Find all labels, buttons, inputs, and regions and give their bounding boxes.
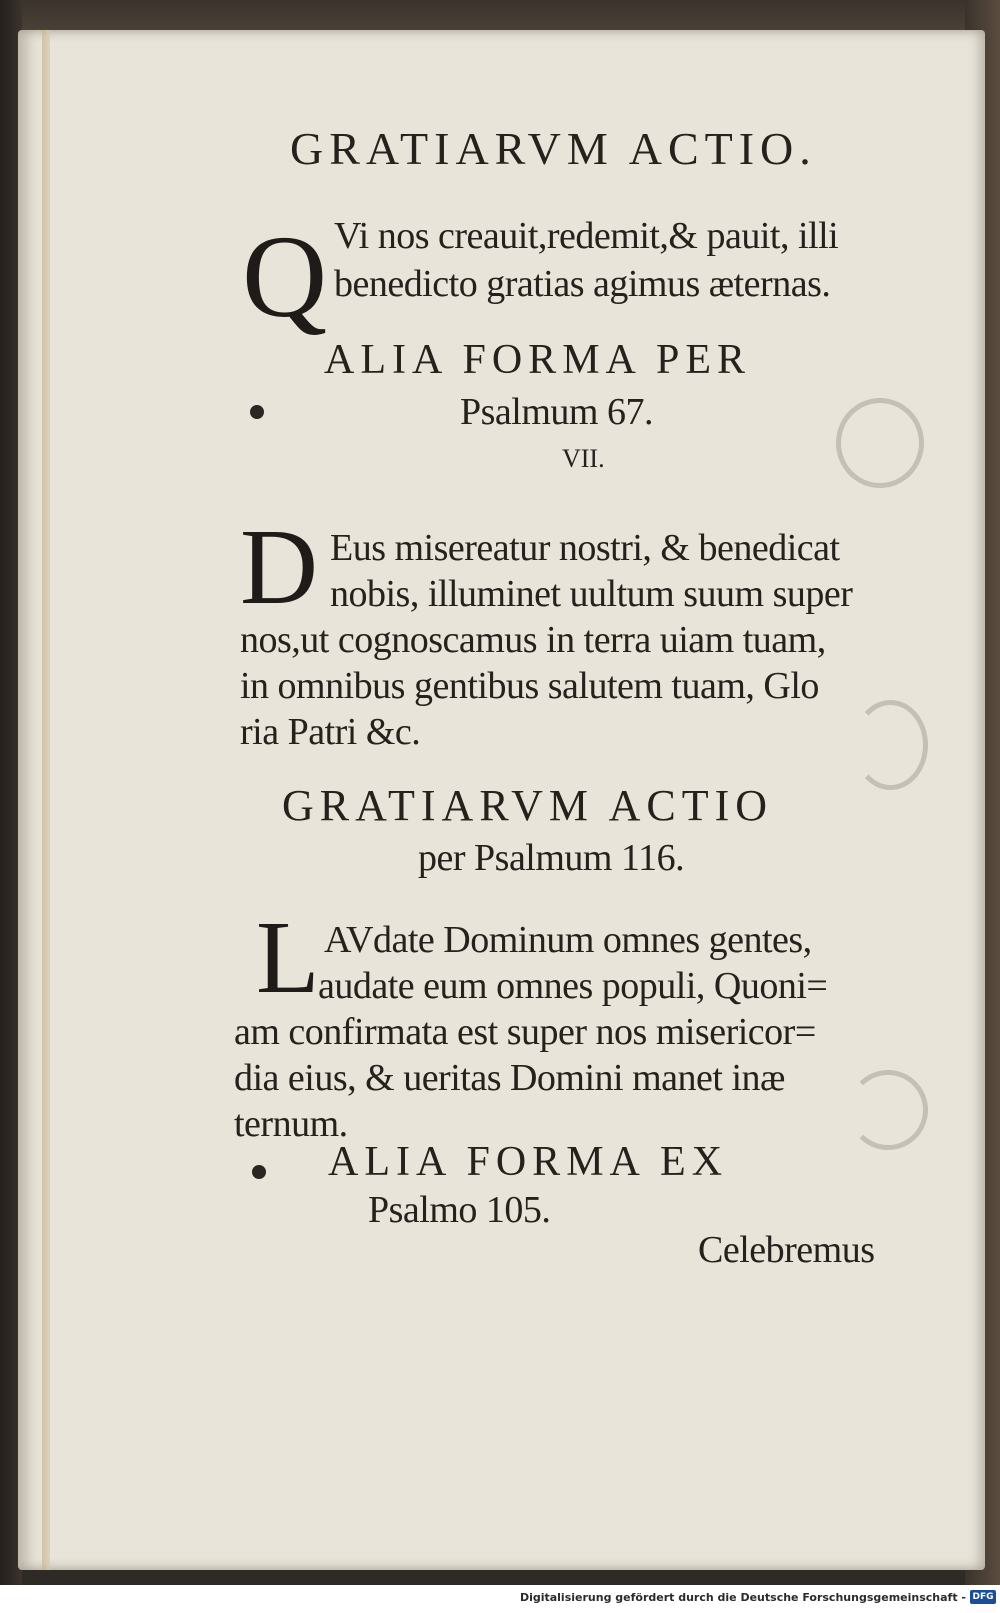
paragraph-2-line-3: nos,ut cognoscamus in terra uiam tuam, <box>240 619 826 661</box>
page-gutter <box>42 30 50 1570</box>
heading-alia-forma-ex: ALIA FORMA EX <box>328 1139 729 1185</box>
initial-letter-q: Q <box>242 211 328 342</box>
heading-alia-forma-per: ALIA FORMA PER <box>324 337 752 383</box>
paragraph-3-line-4: dia eius, & ueritas Domini manet inæ <box>234 1057 785 1099</box>
paragraph-1-line-1: Vi nos creauit,redemit,& pauit, illi <box>334 215 839 257</box>
catchword: Celebremus <box>698 1229 875 1271</box>
paragraph-3-line-5: ternum. <box>234 1103 348 1145</box>
show-through-letter <box>848 1070 928 1150</box>
heading-psalmum-67: Psalmum 67. <box>460 391 653 433</box>
initial-letter-l: L <box>256 900 320 1015</box>
paragraph-3-line-3: am confirmata est super nos misericor= <box>234 1011 816 1053</box>
heading-gratiarum-actio-2: GRATIARVM ACTIO <box>282 781 774 830</box>
dfg-logo: DFG <box>970 1590 996 1604</box>
section-number: VII. <box>562 444 605 473</box>
footer-bar <box>0 1585 1000 1613</box>
paragraph-2-line-5: ria Patri &c. <box>240 711 421 753</box>
paragraph-3-line-1: AVdate Dominum omnes gentes, <box>324 919 812 961</box>
scan-background-top <box>0 0 1000 30</box>
paragraph-3-line-2: audate eum omnes populi, Quoni= <box>318 965 828 1007</box>
heading-per-psalmum-116: per Psalmum 116. <box>418 837 685 879</box>
paragraph-2-line-1: Eus misereatur nostri, & benedicat <box>330 527 840 569</box>
paragraph-2-line-2: nobis, illuminet uultum suum super <box>330 573 853 615</box>
show-through-letter <box>853 700 928 790</box>
footer-credit: Digitalisierung gefördert durch die Deutsche Forschungsgemeinschaft - <box>519 1591 966 1604</box>
bullet-mark <box>252 1165 266 1179</box>
initial-letter-d: D <box>240 508 318 627</box>
bullet-mark <box>250 405 264 419</box>
paragraph-2-line-4: in omnibus gentibus salutem tuam, Glo <box>240 665 819 707</box>
heading-psalmo-105: Psalmo 105. <box>368 1189 551 1231</box>
paragraph-1-line-2: benedicto gratias agimus æternas. <box>334 263 831 305</box>
show-through-letter <box>836 398 924 488</box>
book-page <box>18 30 985 1570</box>
heading-gratiarum-actio: GRATIARVM ACTIO. <box>290 123 817 174</box>
